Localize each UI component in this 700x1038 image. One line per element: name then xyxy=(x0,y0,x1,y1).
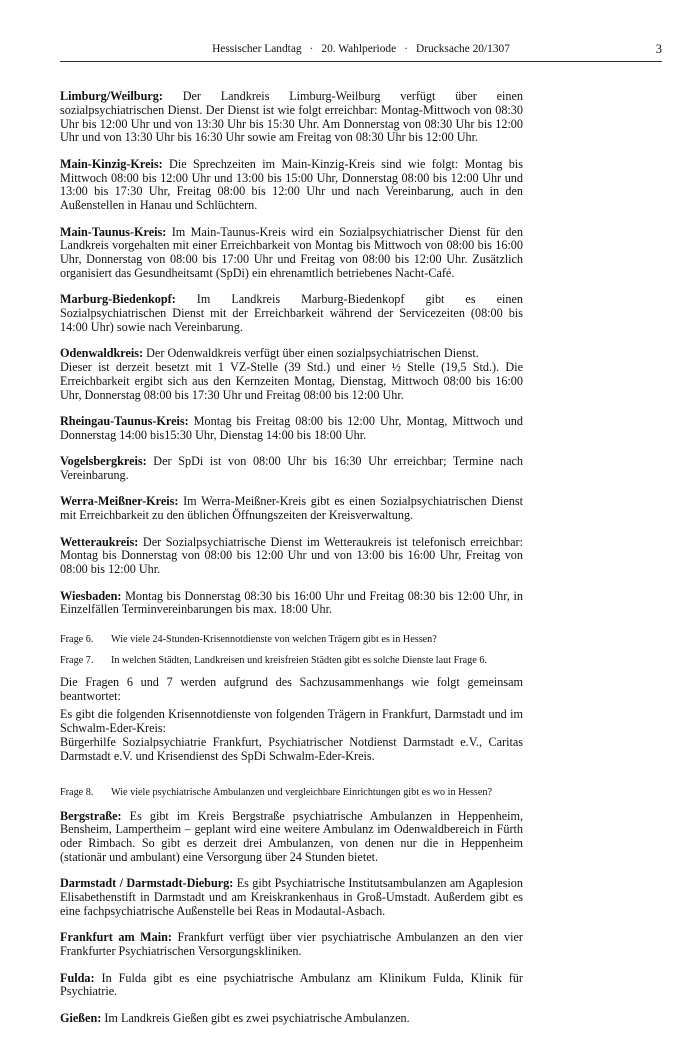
answer-intro: Die Fragen 6 und 7 werden aufgrund des Sachzusammenhangs wie folgt gemeinsam beantwortet: xyxy=(60,674,523,703)
entry-limburg-weilburg xyxy=(60,90,523,145)
entry-text: Im Landkreis Gießen gibt es zwei psychiatrische Ambulanzen. xyxy=(104,1010,410,1025)
header-separator: · xyxy=(404,43,408,55)
entry-odenwaldkreis xyxy=(60,347,523,402)
entry-text: Der Landkreis Limburg-Weilburg verfügt über einen sozialpsychiatrischen Dienst. Der Dienst ist wie folgt erreichbar: Montag-Mittwoch von 08:30 Uhr bis 12:00 Uhr und von 13:30 Uhr bis 15:30 Uhr. Am Donnerstag von 08:30 Uhr bis 12:00 Uhr und von 13:30 Uhr bis 16:30 Uhr sowie am Freitag von 08:30 Uhr bis 12:00 Uhr. xyxy=(60,89,523,145)
entry-fulda xyxy=(60,972,523,1000)
entry-label: Main-Taunus-Kreis: xyxy=(60,224,167,239)
entry-text: Im Landkreis Marburg-Biedenkopf gibt es einen Sozialpsychiatrischen Dienst mit der Erreichbarkeit während der Servicezeiten (08:00 bis 14:00 Uhr) sowie nach Vereinbarung. xyxy=(60,292,523,334)
entry-main-kinzig-kreis xyxy=(60,158,523,213)
entry-text: Der SpDi ist von 08:00 Uhr bis 16:30 Uhr erreichbar; Termine nach Vereinbarung. xyxy=(60,454,523,483)
question-number: Frage 6. xyxy=(60,633,94,645)
entry-frankfurt-am-main xyxy=(60,931,523,959)
entry-bergstrasse xyxy=(60,810,523,865)
entry-vogelsbergkreis xyxy=(60,455,523,483)
entry-wetteraukreis xyxy=(60,536,523,577)
entry-label: Rheingau-Taunus-Kreis: xyxy=(60,414,189,429)
entry-werra-meissner-kreis xyxy=(60,495,523,523)
entry-label: Wetteraukreis: xyxy=(60,534,139,549)
header-document: Drucksache 20/1307 xyxy=(415,43,510,55)
entry-text: Es gibt im Kreis Bergstraße psychiatrische Ambulanzen in Heppenheim, Bensheim, Lampertheim – geplant wird eine weitere Ambulanz im Odenwaldbereich in Fürth oder Rimbach. So gibt es derzeit drei Ambulanzen, von denen nur die in Heppenheim (stationär und ambulant) eine Versorgung über 24 Stunden bietet. xyxy=(60,808,524,865)
spacer xyxy=(60,764,523,786)
entry-text: In Fulda gibt es eine psychiatrische Ambulanz am Klinikum Fulda, Klinik für Psychiatrie. xyxy=(60,970,523,999)
entry-label: Bergstraße: xyxy=(60,808,122,823)
entry-text: Montag bis Donnerstag 08:30 bis 16:00 Uhr und Freitag 08:30 bis 12:00 Uhr, in Einzelfällen Terminvereinbarungen bis max. 18:00 Uhr. xyxy=(60,588,524,617)
entry-main-taunus-kreis xyxy=(60,226,523,281)
question-7 xyxy=(60,654,523,667)
answer-providers: Bürgerhilfe Sozialpsychiatrie Frankfurt, Psychiatrischer Notdienst Darmstadt e.V., Caritas Darmstadt e.V. und Krisendienst des SpDi Schwalm-Eder-Kreis. xyxy=(60,735,523,763)
entry-rheingau-taunus-kreis xyxy=(60,415,523,443)
header-separator: · xyxy=(309,43,314,55)
question-8 xyxy=(60,786,523,799)
entry-text: Im Werra-Meißner-Kreis gibt es einen Sozialpsychiatrischen Dienst mit Erreichbarkeit zu den üblichen Öffnungszeiten der Kreisverwaltung. xyxy=(60,494,524,523)
header-info xyxy=(60,43,662,55)
entry-label: Limburg/Weilburg: xyxy=(60,89,163,103)
question-text: Wie viele psychiatrische Ambulanzen und vergleichbare Einrichtungen gibt es wo in Hessen? xyxy=(111,786,493,798)
entry-giessen xyxy=(60,1012,523,1026)
entry-label: Vogelsbergkreis: xyxy=(60,454,147,469)
question-6 xyxy=(60,633,523,646)
question-text: Wie viele 24-Stunden-Krisennotdienste von welchen Trägern gibt es in Hessen? xyxy=(111,633,437,645)
entry-label: Fulda: xyxy=(60,970,95,985)
header-period: 20. Wahlperiode xyxy=(321,43,397,55)
entry-text: Die Sprechzeiten im Main-Kinzig-Kreis sind wie folgt: Montag bis Mittwoch 08:00 bis 12:00 Uhr und 13:00 bis 15:00 Uhr, Donnerstag 08:00 bis 12:00 Uhr und 13:00 bis 17:30 Uhr, Freitag 08:00 bis 12:00 Uhr und nach Vereinbarung, auch in den Außenstellen in Hanau und Schlüchtern. xyxy=(60,156,524,213)
entry-label: Marburg-Biedenkopf: xyxy=(60,292,176,307)
question-number: Frage 7. xyxy=(60,655,94,667)
entry-text-continued: Dieser ist derzeit besetzt mit 1 VZ-Stelle (39 Std.) und einer ½ Stelle (19,5 Std.). Die Erreichbarkeit ergibt sich aus den Kernzeiten Montag, Dienstag, Mittwoch 08:00 bis 16:00 Uhr, Donnerstag 08:00 bis 17:30 Uhr und Freitag 08:00 bis 12:00 Uhr. xyxy=(60,360,523,402)
entry-marburg-biedenkopf xyxy=(60,293,523,334)
answer-services: Es gibt die folgenden Krisennotdienste von folgenden Trägern in Frankfurt, Darmstadt und im Schwalm-Eder-Kreis: xyxy=(60,707,523,736)
entry-label: Odenwaldkreis: xyxy=(60,346,144,361)
entry-text: Es gibt Psychiatrische Institutsambulanzen am Agaplesion Elisabethenstift in Darmstadt und am Kreiskrankenhaus in Groß-Umstadt. Außerdem gibt es eine fachpsychiatrische Außenstelle bei Reas in Modautal-Asbach. xyxy=(60,876,523,918)
entry-label: Frankfurt am Main: xyxy=(60,930,172,945)
entry-label: Main-Kinzig-Kreis: xyxy=(60,156,163,171)
question-number: Frage 8. xyxy=(60,786,94,798)
entry-text: Der Odenwaldkreis verfügt über einen sozialpsychiatrischen Dienst. xyxy=(146,346,479,361)
entry-label: Gießen: xyxy=(60,1010,102,1025)
page-header xyxy=(60,41,662,62)
entry-text: Frankfurt verfügt über vier psychiatrische Ambulanzen an den vier Frankfurter Psychiatrischen Versorgungskliniken. xyxy=(60,930,523,959)
entry-label: Wiesbaden: xyxy=(60,588,122,603)
entry-label: Werra-Meißner-Kreis: xyxy=(60,494,179,509)
entry-label: Darmstadt / Darmstadt-Dieburg: xyxy=(60,876,234,891)
question-text: In welchen Städten, Landkreisen und kreisfreien Städten gibt es solche Dienste laut Frage 6. xyxy=(111,655,487,667)
entry-text: Montag bis Freitag 08:00 bis 12:00 Uhr, Montag, Mittwoch und Donnerstag 14:00 bis15:30 Uhr, Dienstag 14:00 bis 18:00 Uhr. xyxy=(60,414,523,442)
page-content xyxy=(60,90,523,1038)
entry-text: Der Sozialpsychiatrische Dienst im Wetteraukreis ist telefonisch erreichbar: Montag bis Donnerstag von 08:00 bis 12:00 Uhr und von 13:00 bis 16:00 Uhr, Freitag von 08:00 bis 12:00 Uhr. xyxy=(60,534,524,577)
page-number: 3 xyxy=(655,42,662,56)
entry-wiesbaden xyxy=(60,590,523,618)
entry-text: Im Main-Taunus-Kreis wird ein Sozialpsychiatrischer Dienst für den Landkreis vorgehalten mit einer Erreichbarkeit von Montag bis Mittwoch von 08:00 bis 16:00 Uhr, Donnerstag von 08:00 bis 17:00 Uhr und Freitag von 08:00 bis 12:00 Uhr. Zusätzlich organisiert das Gesundheitsamt (SpDi) ein ehrenamtlich betriebenes Nacht-Café. xyxy=(60,224,524,280)
entry-darmstadt-dieburg xyxy=(60,877,523,918)
header-parliament: Hessischer Landtag xyxy=(212,43,302,55)
